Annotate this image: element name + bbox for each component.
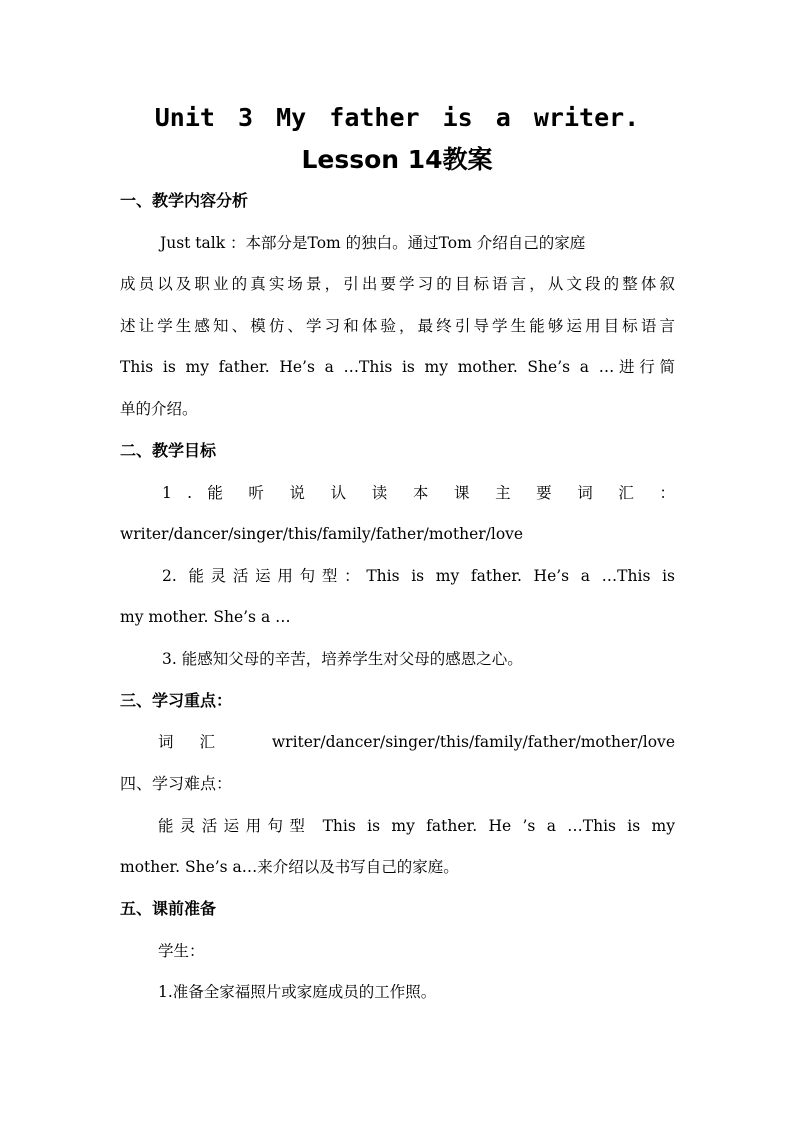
section-heading-difficulties: 四、学习难点： [120,774,233,793]
section-heading-preparation: 五、课前准备 [120,899,217,918]
paragraph-line: 单的介绍。 [120,400,198,418]
section-heading-key-points: 三、学习重点： [120,691,233,710]
paragraph-line: Just talk ：本部分是Tom 的独白。通过Tom 介绍自己的家庭 [160,234,586,252]
section-heading-objectives: 二、教学目标 [120,441,217,460]
preparation-students-label: 学生： [158,942,205,960]
paragraph-line: 述让学生感知、模仿、学习和体验，最终引导学生能够运用目标语言 [120,317,675,335]
key-points-line: 词汇 writer/dancer/singer/this/family/father/mother/love [158,733,675,751]
difficulties-line: 能灵活运用句型 This is my father. He ’s a …This is my [158,817,675,835]
paragraph-line: This is my father. He’s a …This is my mother. She’s a …进行简 [120,358,675,376]
objective-item-2: 2. 能灵活运用句型：This is my father. He’s a …This is [162,567,675,585]
paragraph-line: 成员以及职业的真实场景，引出要学习的目标语言，从文段的整体叙 [120,275,675,293]
difficulties-line-cont: mother. She’s a…来介绍以及书写自己的家庭。 [120,858,459,876]
preparation-item-1: 1.准备全家福照片或家庭成员的工作照。 [158,983,437,1001]
objective-item-1: 1 . 能 听 说 认 读 本 课 主 要 词 汇 ： [162,484,675,502]
objective-item-2-cont: my mother. She’s a … [120,608,291,626]
title-unit: Unit 3 My father is a writer. [154,103,640,132]
objective-item-1-vocab: writer/dancer/singer/this/family/father/mother/love [120,525,524,543]
title-lesson: Lesson 14教案 [301,145,493,174]
objective-item-3: 3. 能感知父母的辛苦，培养学生对父母的感恩之心。 [162,650,523,668]
section-heading-content-analysis: 一、教学内容分析 [120,191,249,210]
